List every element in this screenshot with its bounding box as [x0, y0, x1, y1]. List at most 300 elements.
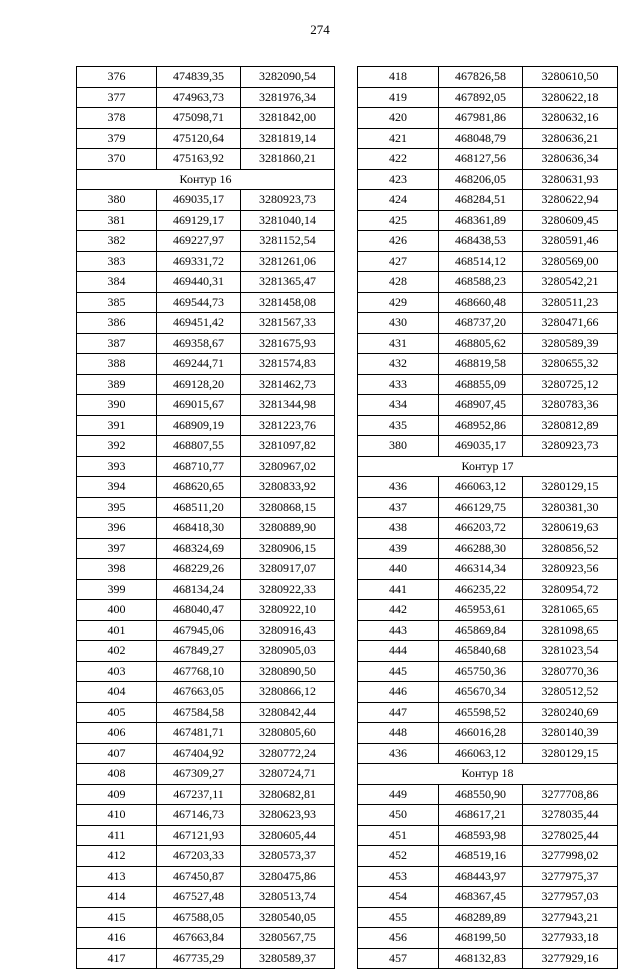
x-coordinate-cell: 467121,93 [157, 825, 241, 846]
table-row [77, 251, 335, 272]
y-coordinate-cell: 3280916,43 [241, 620, 335, 641]
point-number-cell: 452 [358, 846, 439, 867]
y-coordinate-cell: 3277943,21 [523, 907, 618, 928]
y-coordinate-cell: 3281819,14 [241, 128, 335, 149]
y-coordinate-cell: 3280636,34 [523, 149, 618, 170]
x-coordinate-cell: 468710,77 [157, 456, 241, 477]
x-coordinate-cell: 469358,67 [157, 333, 241, 354]
point-number-cell: 456 [358, 928, 439, 949]
table-row [77, 210, 335, 231]
point-number-cell: 396 [77, 518, 157, 539]
table-row [358, 907, 618, 928]
y-coordinate-cell: 3278035,44 [523, 805, 618, 826]
y-coordinate-cell: 3280542,21 [523, 272, 618, 293]
table-row [77, 723, 335, 744]
table-row [77, 456, 335, 477]
point-number-cell: 412 [77, 846, 157, 867]
point-number-cell: 420 [358, 108, 439, 129]
table-row [358, 231, 618, 252]
point-number-cell: 433 [358, 374, 439, 395]
point-number-cell: 443 [358, 620, 439, 641]
x-coordinate-cell: 468737,20 [439, 313, 523, 334]
y-coordinate-cell: 3280513,74 [241, 887, 335, 908]
table-row [358, 374, 618, 395]
y-coordinate-cell: 3280573,37 [241, 846, 335, 867]
point-number-cell: 451 [358, 825, 439, 846]
table-row [358, 518, 618, 539]
point-number-cell: 402 [77, 641, 157, 662]
table-row [77, 702, 335, 723]
point-number-cell: 401 [77, 620, 157, 641]
point-number-cell: 400 [77, 600, 157, 621]
point-number-cell: 405 [77, 702, 157, 723]
table-row [358, 538, 618, 559]
y-coordinate-cell: 3281261,06 [241, 251, 335, 272]
y-coordinate-cell: 3280783,36 [523, 395, 618, 416]
x-coordinate-cell: 467481,71 [157, 723, 241, 744]
y-coordinate-cell: 3280619,63 [523, 518, 618, 539]
y-coordinate-cell: 3280589,39 [523, 333, 618, 354]
point-number-cell: 378 [77, 108, 157, 129]
x-coordinate-cell: 467663,05 [157, 682, 241, 703]
table-row [358, 600, 618, 621]
x-coordinate-cell: 475098,71 [157, 108, 241, 129]
x-coordinate-cell: 468807,55 [157, 436, 241, 457]
y-coordinate-cell: 3280856,52 [523, 538, 618, 559]
table-row [77, 907, 335, 928]
y-coordinate-cell: 3280591,46 [523, 231, 618, 252]
table-row [358, 702, 618, 723]
y-coordinate-cell: 3280567,75 [241, 928, 335, 949]
table-row [358, 579, 618, 600]
point-number-cell: 380 [77, 190, 157, 211]
point-number-cell: 387 [77, 333, 157, 354]
point-number-cell: 427 [358, 251, 439, 272]
point-number-cell: 422 [358, 149, 439, 170]
y-coordinate-cell: 3280129,15 [523, 743, 618, 764]
x-coordinate-cell: 466203,72 [439, 518, 523, 539]
y-coordinate-cell: 3280475,86 [241, 866, 335, 887]
y-coordinate-cell: 3280772,24 [241, 743, 335, 764]
point-number-cell: 406 [77, 723, 157, 744]
contour-header-row [358, 456, 618, 477]
y-coordinate-cell: 3281223,76 [241, 415, 335, 436]
x-coordinate-cell: 468199,50 [439, 928, 523, 949]
y-coordinate-cell: 3281098,65 [523, 620, 618, 641]
y-coordinate-cell: 3281152,54 [241, 231, 335, 252]
y-coordinate-cell: 3280609,45 [523, 210, 618, 231]
table-row [358, 805, 618, 826]
x-coordinate-cell: 468048,79 [439, 128, 523, 149]
y-coordinate-cell: 3281023,54 [523, 641, 618, 662]
x-coordinate-cell: 467826,58 [439, 67, 523, 88]
x-coordinate-cell: 468593,98 [439, 825, 523, 846]
table-row [77, 559, 335, 580]
point-number-cell: 395 [77, 497, 157, 518]
table-row [358, 661, 618, 682]
x-coordinate-cell: 468805,62 [439, 333, 523, 354]
y-coordinate-cell: 3280770,36 [523, 661, 618, 682]
point-number-cell: 454 [358, 887, 439, 908]
point-number-cell: 437 [358, 497, 439, 518]
y-coordinate-cell: 3280631,93 [523, 169, 618, 190]
point-number-cell: 413 [77, 866, 157, 887]
x-coordinate-cell: 474963,73 [157, 87, 241, 108]
table-row [358, 313, 618, 334]
y-coordinate-cell: 3280906,15 [241, 538, 335, 559]
x-coordinate-cell: 475120,64 [157, 128, 241, 149]
point-number-cell: 418 [358, 67, 439, 88]
table-row [77, 518, 335, 539]
y-coordinate-cell: 3280868,15 [241, 497, 335, 518]
table-row [77, 354, 335, 375]
x-coordinate-cell: 467527,48 [157, 887, 241, 908]
table-row [358, 354, 618, 375]
y-coordinate-cell: 3281574,83 [241, 354, 335, 375]
y-coordinate-cell: 3280140,39 [523, 723, 618, 744]
point-number-cell: 389 [77, 374, 157, 395]
x-coordinate-cell: 468127,56 [439, 149, 523, 170]
point-number-cell: 377 [77, 87, 157, 108]
x-coordinate-cell: 468617,21 [439, 805, 523, 826]
y-coordinate-cell: 3280922,33 [241, 579, 335, 600]
y-coordinate-cell: 3281097,82 [241, 436, 335, 457]
table-row [77, 805, 335, 826]
table-row [77, 231, 335, 252]
point-number-cell: 382 [77, 231, 157, 252]
point-number-cell: 385 [77, 292, 157, 313]
y-coordinate-cell: 3280540,05 [241, 907, 335, 928]
table-row [77, 948, 335, 969]
x-coordinate-cell: 469331,72 [157, 251, 241, 272]
y-coordinate-cell: 3281567,33 [241, 313, 335, 334]
point-number-cell: 436 [358, 743, 439, 764]
x-coordinate-cell: 465750,36 [439, 661, 523, 682]
table-row [358, 620, 618, 641]
point-number-cell: 376 [77, 67, 157, 88]
table-row [358, 272, 618, 293]
table-row [77, 682, 335, 703]
x-coordinate-cell: 469015,67 [157, 395, 241, 416]
x-coordinate-cell: 467735,29 [157, 948, 241, 969]
x-coordinate-cell: 468361,89 [439, 210, 523, 231]
point-number-cell: 419 [358, 87, 439, 108]
point-number-cell: 429 [358, 292, 439, 313]
point-number-cell: 448 [358, 723, 439, 744]
x-coordinate-cell: 467584,58 [157, 702, 241, 723]
x-coordinate-cell: 469129,17 [157, 210, 241, 231]
point-number-cell: 397 [77, 538, 157, 559]
x-coordinate-cell: 467945,06 [157, 620, 241, 641]
x-coordinate-cell: 468550,90 [439, 784, 523, 805]
point-number-cell: 441 [358, 579, 439, 600]
table-row [77, 928, 335, 949]
x-coordinate-cell: 468134,24 [157, 579, 241, 600]
point-number-cell: 398 [77, 559, 157, 580]
y-coordinate-cell: 3280805,60 [241, 723, 335, 744]
table-row [358, 436, 618, 457]
table-row [77, 436, 335, 457]
y-coordinate-cell: 3277933,18 [523, 928, 618, 949]
y-coordinate-cell: 3280923,73 [241, 190, 335, 211]
y-coordinate-cell: 3280589,37 [241, 948, 335, 969]
table-row [77, 477, 335, 498]
point-number-cell: 444 [358, 641, 439, 662]
y-coordinate-cell: 3277975,37 [523, 866, 618, 887]
y-coordinate-cell: 3280381,30 [523, 497, 618, 518]
table-row [77, 866, 335, 887]
y-coordinate-cell: 3282090,54 [241, 67, 335, 88]
contour-label: Контур 17 [358, 456, 618, 477]
y-coordinate-cell: 3277998,02 [523, 846, 618, 867]
x-coordinate-cell: 468819,58 [439, 354, 523, 375]
point-number-cell: 423 [358, 169, 439, 190]
y-coordinate-cell: 3280905,03 [241, 641, 335, 662]
x-coordinate-cell: 468660,48 [439, 292, 523, 313]
point-number-cell: 434 [358, 395, 439, 416]
table-row [358, 784, 618, 805]
table-row [358, 149, 618, 170]
point-number-cell: 381 [77, 210, 157, 231]
y-coordinate-cell: 3277929,16 [523, 948, 618, 969]
point-number-cell: 457 [358, 948, 439, 969]
y-coordinate-cell: 3280724,71 [241, 764, 335, 785]
table-row [77, 764, 335, 785]
x-coordinate-cell: 467404,92 [157, 743, 241, 764]
table-row [77, 825, 335, 846]
y-coordinate-cell: 3280923,56 [523, 559, 618, 580]
x-coordinate-cell: 465598,52 [439, 702, 523, 723]
contour-header-row [358, 764, 618, 785]
x-coordinate-cell: 468620,65 [157, 477, 241, 498]
y-coordinate-cell: 3277957,03 [523, 887, 618, 908]
table-row [358, 108, 618, 129]
table-row [77, 579, 335, 600]
point-number-cell: 391 [77, 415, 157, 436]
table-row [358, 723, 618, 744]
table-row [358, 292, 618, 313]
table-row [77, 374, 335, 395]
x-coordinate-cell: 466288,30 [439, 538, 523, 559]
y-coordinate-cell: 3281675,93 [241, 333, 335, 354]
table-row [358, 169, 618, 190]
point-number-cell: 432 [358, 354, 439, 375]
x-coordinate-cell: 468855,09 [439, 374, 523, 395]
x-coordinate-cell: 468324,69 [157, 538, 241, 559]
x-coordinate-cell: 468284,51 [439, 190, 523, 211]
table-row [77, 333, 335, 354]
x-coordinate-cell: 468418,30 [157, 518, 241, 539]
point-number-cell: 440 [358, 559, 439, 580]
y-coordinate-cell: 3281860,21 [241, 149, 335, 170]
table-row [77, 620, 335, 641]
y-coordinate-cell: 3280605,44 [241, 825, 335, 846]
y-coordinate-cell: 3281976,34 [241, 87, 335, 108]
table-row [77, 108, 335, 129]
y-coordinate-cell: 3280923,73 [523, 436, 618, 457]
table-row [358, 128, 618, 149]
table-row [358, 825, 618, 846]
y-coordinate-cell: 3280954,72 [523, 579, 618, 600]
point-number-cell: 424 [358, 190, 439, 211]
point-number-cell: 421 [358, 128, 439, 149]
x-coordinate-cell: 475163,92 [157, 149, 241, 170]
x-coordinate-cell: 466063,12 [439, 477, 523, 498]
point-number-cell: 403 [77, 661, 157, 682]
y-coordinate-cell: 3280842,44 [241, 702, 335, 723]
y-coordinate-cell: 3281462,73 [241, 374, 335, 395]
x-coordinate-cell: 468229,26 [157, 559, 241, 580]
contour-label: Контур 16 [77, 169, 335, 190]
x-coordinate-cell: 465869,84 [439, 620, 523, 641]
point-number-cell: 409 [77, 784, 157, 805]
x-coordinate-cell: 468588,23 [439, 272, 523, 293]
point-number-cell: 404 [77, 682, 157, 703]
y-coordinate-cell: 3280623,93 [241, 805, 335, 826]
point-number-cell: 393 [77, 456, 157, 477]
y-coordinate-cell: 3280890,50 [241, 661, 335, 682]
x-coordinate-cell: 468367,45 [439, 887, 523, 908]
table-row [77, 743, 335, 764]
table-row [77, 272, 335, 293]
table-row [77, 128, 335, 149]
point-number-cell: 394 [77, 477, 157, 498]
x-coordinate-cell: 467588,05 [157, 907, 241, 928]
point-number-cell: 370 [77, 149, 157, 170]
table-row [358, 415, 618, 436]
table-row [77, 313, 335, 334]
x-coordinate-cell: 466063,12 [439, 743, 523, 764]
point-number-cell: 386 [77, 313, 157, 334]
x-coordinate-cell: 468519,16 [439, 846, 523, 867]
x-coordinate-cell: 467450,87 [157, 866, 241, 887]
point-number-cell: 380 [358, 436, 439, 457]
y-coordinate-cell: 3280725,12 [523, 374, 618, 395]
point-number-cell: 383 [77, 251, 157, 272]
y-coordinate-cell: 3280622,18 [523, 87, 618, 108]
x-coordinate-cell: 467849,27 [157, 641, 241, 662]
table-row [358, 846, 618, 867]
y-coordinate-cell: 3280889,90 [241, 518, 335, 539]
table-row [77, 67, 335, 88]
x-coordinate-cell: 467981,86 [439, 108, 523, 129]
point-number-cell: 442 [358, 600, 439, 621]
table-row [358, 682, 618, 703]
y-coordinate-cell: 3280632,16 [523, 108, 618, 129]
y-coordinate-cell: 3281365,47 [241, 272, 335, 293]
y-coordinate-cell: 3280917,07 [241, 559, 335, 580]
x-coordinate-cell: 469035,17 [439, 436, 523, 457]
x-coordinate-cell: 469227,97 [157, 231, 241, 252]
y-coordinate-cell: 3280511,23 [523, 292, 618, 313]
page-number: 274 [310, 22, 330, 37]
y-coordinate-cell: 3280922,10 [241, 600, 335, 621]
point-number-cell: 407 [77, 743, 157, 764]
point-number-cell: 392 [77, 436, 157, 457]
table-row [358, 190, 618, 211]
x-coordinate-cell: 468289,89 [439, 907, 523, 928]
y-coordinate-cell: 3280655,32 [523, 354, 618, 375]
table-row [358, 743, 618, 764]
table-row [77, 497, 335, 518]
x-coordinate-cell: 467146,73 [157, 805, 241, 826]
x-coordinate-cell: 469544,73 [157, 292, 241, 313]
table-row [77, 395, 335, 416]
x-coordinate-cell: 467768,10 [157, 661, 241, 682]
table-row [358, 887, 618, 908]
point-number-cell: 388 [77, 354, 157, 375]
point-number-cell: 411 [77, 825, 157, 846]
table-row [358, 866, 618, 887]
x-coordinate-cell: 468040,47 [157, 600, 241, 621]
x-coordinate-cell: 466314,34 [439, 559, 523, 580]
coordinates-table-left [76, 66, 335, 969]
x-coordinate-cell: 469440,31 [157, 272, 241, 293]
x-coordinate-cell: 468952,86 [439, 415, 523, 436]
table-row [358, 67, 618, 88]
x-coordinate-cell: 466235,22 [439, 579, 523, 600]
table-row [77, 415, 335, 436]
point-number-cell: 390 [77, 395, 157, 416]
table-row [358, 251, 618, 272]
y-coordinate-cell: 3280833,92 [241, 477, 335, 498]
table-row [77, 600, 335, 621]
y-coordinate-cell: 3280610,50 [523, 67, 618, 88]
point-number-cell: 426 [358, 231, 439, 252]
y-coordinate-cell: 3280622,94 [523, 190, 618, 211]
x-coordinate-cell: 469128,20 [157, 374, 241, 395]
x-coordinate-cell: 468907,45 [439, 395, 523, 416]
x-coordinate-cell: 467309,27 [157, 764, 241, 785]
x-coordinate-cell: 466129,75 [439, 497, 523, 518]
table-row [358, 641, 618, 662]
point-number-cell: 399 [77, 579, 157, 600]
point-number-cell: 447 [358, 702, 439, 723]
x-coordinate-cell: 469244,71 [157, 354, 241, 375]
y-coordinate-cell: 3280682,81 [241, 784, 335, 805]
table-row [77, 149, 335, 170]
table-row [77, 784, 335, 805]
point-number-cell: 453 [358, 866, 439, 887]
x-coordinate-cell: 474839,35 [157, 67, 241, 88]
table-row [358, 497, 618, 518]
y-coordinate-cell: 3281458,08 [241, 292, 335, 313]
x-coordinate-cell: 467237,11 [157, 784, 241, 805]
table-row [77, 641, 335, 662]
x-coordinate-cell: 466016,28 [439, 723, 523, 744]
y-coordinate-cell: 3280512,52 [523, 682, 618, 703]
y-coordinate-cell: 3281842,00 [241, 108, 335, 129]
x-coordinate-cell: 469035,17 [157, 190, 241, 211]
point-number-cell: 438 [358, 518, 439, 539]
y-coordinate-cell: 3280129,15 [523, 477, 618, 498]
table-row [358, 333, 618, 354]
point-number-cell: 379 [77, 128, 157, 149]
y-coordinate-cell: 3281040,14 [241, 210, 335, 231]
table-row [77, 887, 335, 908]
point-number-cell: 455 [358, 907, 439, 928]
point-number-cell: 416 [77, 928, 157, 949]
table-row [358, 928, 618, 949]
y-coordinate-cell: 3280636,21 [523, 128, 618, 149]
table-row [358, 948, 618, 969]
point-number-cell: 415 [77, 907, 157, 928]
y-coordinate-cell: 3278025,44 [523, 825, 618, 846]
point-number-cell: 410 [77, 805, 157, 826]
y-coordinate-cell: 3281065,65 [523, 600, 618, 621]
table-row [77, 190, 335, 211]
point-number-cell: 431 [358, 333, 439, 354]
